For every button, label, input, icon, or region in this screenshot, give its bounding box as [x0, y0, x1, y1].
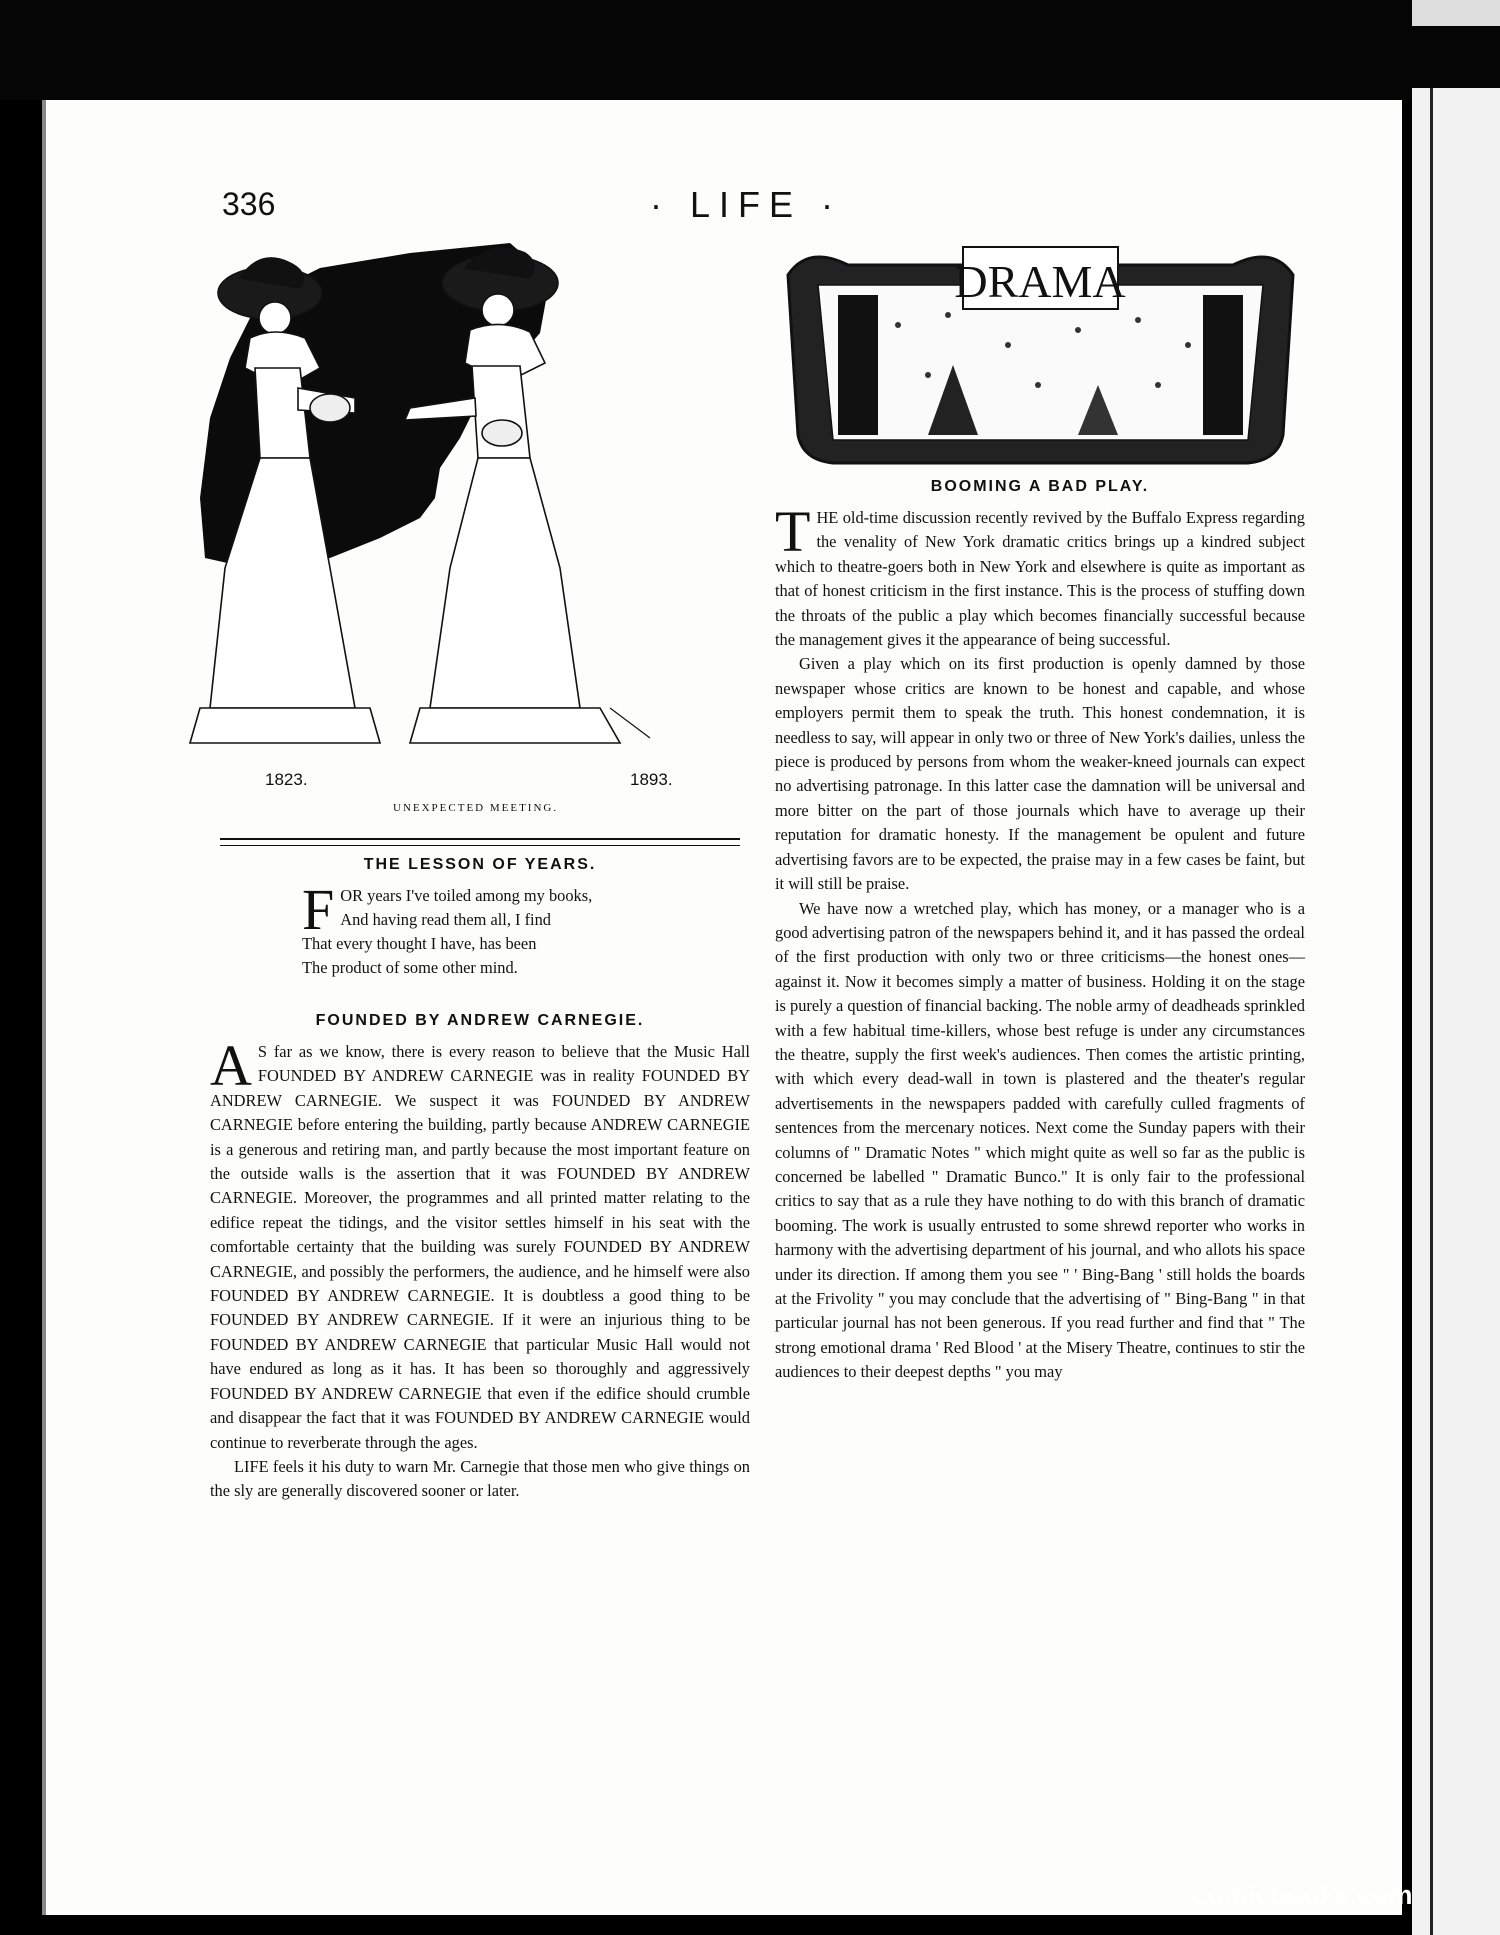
page-edge: [42, 100, 46, 1915]
lesson-heading: THE LESSON OF YEARS.: [363, 856, 597, 873]
section-divider: [220, 838, 740, 840]
poem-line: That every thought I have, has been: [302, 934, 537, 953]
booming-paragraph: THE old-time discussion recently revived by the Buffalo Express regarding the venality of New York dramatic critics brings up a kindred subject which to theatre-goers both in New York and elsewhere is quite as important as that of honest criticism in the first instance. This is the process of stuffing down the throats of the public a play which becomes financially successful because the management gives it the appearance of being successful.: [775, 499, 1305, 650]
carnegie-paragraph: LIFE feels it his duty to warn Mr. Carnegie that those men who give things on the sly are generally discovered sooner or later.: [210, 1456, 750, 1501]
lesson-poem: [302, 877, 750, 980]
poem-line: OR years I've toiled among my books,: [340, 886, 593, 905]
carnegie-heading: FOUNDED BY ANDREW CARNEGIE.: [315, 1012, 645, 1029]
carnegie-paragraph: A S far as we know, there is every reason to believe that the Music Hall FOUNDED BY ANDREW CARNEGIE was in reality FOUNDED BY ANDREW CARNEGIE. We suspect it was FOUNDED BY ANDREW CARNEGIE before entering the building, partly because ANDREW CARNEGIE is a generous and retiring man, and partly because the most important feature on the outside walls is the assertion that it was FOUNDED BY ANDREW CARNEGIE. Moreover, the programmes and all printed matter relating to the edifice repeat the tidings, and the visitor settles himself in his seat with the comfortable certainty that the building was surely FOUNDED BY ANDREW CARNEGIE, and possibly the performers, the audience, and he himself were also FOUNDED BY ANDREW CARNEGIE. It is doubtless a good thing to be FOUNDED BY ANDREW CARNEGIE. If it were an injurious thing to be FOUNDED BY ANDREW CARNEGIE that particular Music Hall would not have endured as long as it has. It has been so thoroughly and aggressively FOUNDED BY ANDREW CARNEGIE that even if the edifice should crumble and disappear the fact that it was FOUNDED BY ANDREW CARNEGIE would continue to reverberate through the ages.: [210, 1033, 750, 1452]
masthead-life: · LIFE ·: [650, 184, 843, 225]
carnegie-dropcap: A: [210, 1033, 252, 1098]
drama-banner-illustration: [778, 235, 1303, 475]
illustration-caption: UNEXPECTED MEETING.: [393, 802, 559, 814]
scan-background-top: [0, 0, 1500, 100]
drama-banner-title: DRAMA: [954, 256, 1126, 307]
adjacent-page-strip: [1412, 88, 1500, 1935]
poem-line: And having read them all, I find: [340, 910, 552, 929]
caption-year-1893: 1893.: [630, 770, 673, 789]
scan-corner: [1412, 0, 1500, 26]
lesson-dropcap: F: [302, 877, 335, 942]
poem-line: The product of some other mind.: [302, 958, 518, 977]
caption-year-1823: 1823.: [265, 770, 308, 789]
booming-section: [775, 478, 1305, 1385]
booming-paragraph: Given a play which on its first production is openly damned by those newspaper whose critics are known to be honest and capable, and whose employers permit them to speak the truth. This honest condemnation, it is needless to say, will appear in only two or three of New York's dailies, unless the piece is produced by persons from whom the weaker-kneed journals can expect no advertising patronage. In this latter case the damnation will be universal and more bitter on the part of those journals which have to average up their reputation for dramatic honesty. If the management be opulent and future advertising favors are to be expected, the praise may in a few cases be faint, but it will still be praise.: [775, 654, 1305, 894]
page-number: 336: [222, 186, 276, 222]
booming-paragraph: We have now a wretched play, which has money, or a manager who is a good advertising patron of the newspapers behind it, and it has passed the ordeal of the first production with only two or three criticisms—the honest ones—against it. Now it becomes simply a matter of business. Holding it on the stage is purely a question of financial backing. The noble army of deadheads sprinkled with a few habitual time-killers, whose best refuge is under any circumstances the theatre, supply the first week's audiences. Then comes the artistic printing, with which every dead-wall in town is plastered and the theater's regular advertisements in the newspapers padded with carefully culled fragments of sentences from the mercenary notices. Next come the Sunday papers with their columns of " Dramatic Notes " which might quite as well so far as the public is concerned be labelled " Dramatic Bunco." It is only fair to the professional critics to say that as a rule they have nothing to do with this branch of dramatic booming. The work is usually entrusted to some shrewd reporter who works in harmony with the advertising department of his journal, and who allots his space under its direction. If among them you see " ' Bing-Bang ' still holds the boards at the Frivolity " you may conclude that the advertising of " Bing-Bang " in that particular journal has not been generous. If you read further and find that " The strong emotional drama ' Red Blood ' at the Misery Theatre, continues to stir the audiences to their deepest depths " you may: [775, 898, 1305, 1382]
watermark-comicbooks: comicbooks.com: [1192, 1880, 1413, 1910]
lesson-section: [210, 856, 750, 980]
booming-body: [775, 499, 1305, 1385]
booming-heading: BOOMING A BAD PLAY.: [930, 478, 1150, 495]
booming-dropcap: T: [775, 499, 811, 564]
carnegie-section: [210, 1012, 750, 1504]
section-divider: [220, 845, 740, 846]
carnegie-body: [210, 1033, 750, 1504]
unexpected-meeting-illustration: [180, 238, 750, 783]
